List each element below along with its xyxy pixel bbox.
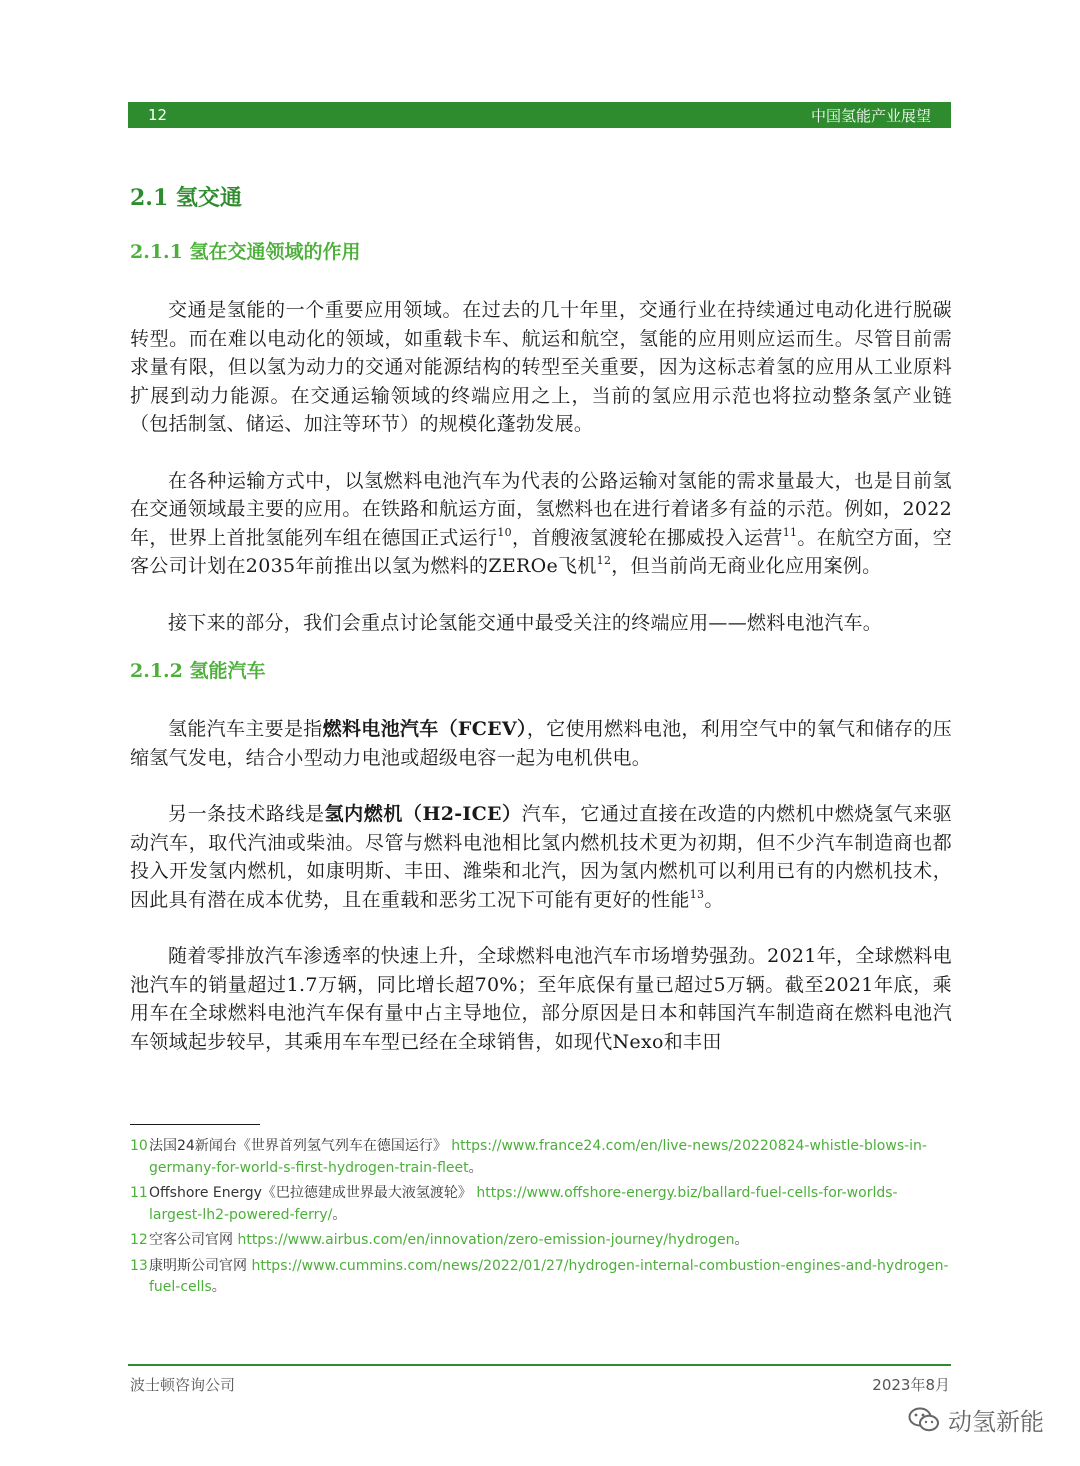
footer-date: 2023年8月 — [872, 1376, 950, 1394]
footnote-number: 10 — [130, 1138, 148, 1154]
footnote-number: 11 — [130, 1185, 148, 1201]
watermark-text: 动氢新能 — [948, 1408, 1044, 1436]
paragraph-next-section: 接下来的部分，我们会重点讨论氢能交通中最受关注的终端应用——燃料电池汽车。 — [168, 611, 883, 634]
footnote-number: 12 — [130, 1232, 148, 1248]
page-number: 12 — [148, 106, 168, 124]
wechat-icon — [908, 1407, 940, 1433]
report-title: 中国氢能产业展望 — [810, 106, 931, 125]
footnote-link[interactable]: https://www.france24.com/en/live-news/20220824-whistle-blows-in-germany-for-world-s-first-hydrogen-train-fleet — [149, 1138, 927, 1176]
footnote-10: 10 法国24新闻台《世界首列氢气列车在德国运行》 https://www.france24.com/en/live-news/20220824-whistle-blows-in-germany-for-world-s-first-hydrogen-train-fleet。 — [130, 1136, 950, 1179]
footnote-11: 11 Offshore Energy《巴拉德建成世界最大液氢渡轮》 https://www.offshore-energy.biz/ballard-fuel-cells-for-worlds-largest-lh2-powered-ferry/。 — [130, 1183, 950, 1226]
paragraph-h2-ice: 另一条技术路线是氢内燃机（H2-ICE）汽车，它通过直接在改造的内燃机中燃烧氢气来驱动汽车，取代汽油或柴油。尽管与燃料电池相比氢内燃机技术更为初期，但不少汽车制造商也都投入开发氢内燃机，如康明斯、丰田、潍柴和北汽，因为氢内燃机可以利用已有的内燃机技术，因此具有潜在成本优势，且在重载和恶劣工况下可能有更好的性能$^{13}$。 — [130, 803, 952, 911]
watermark — [908, 1402, 1044, 1437]
footnote-ref-12[interactable]: 12 — [596, 554, 612, 567]
footer-divider — [128, 1364, 951, 1366]
paragraph-transport-modes: 在各种运输方式中，以氢燃料电池汽车为代表的公路运输对氢能的需求量最大，也是目前氢在交通领域最主要的应用。在铁路和航运方面，氢燃料也在进行着诸多有益的示范。例如，2022年，世界上首批氢能列车组在德国正式运行$^{10}$，首艘液氢渡轮在挪威投入运营$^{11}$。在航空方面，空客公司计划在2035年前推出以氢为燃料的ZEROe飞机$^{12}$，但当前尚无商业化应用案例。 — [130, 469, 953, 577]
footnote-ref-13[interactable]: 13 — [689, 887, 705, 901]
footnote-number: 13 — [130, 1257, 148, 1274]
subsection-title-vehicles: 2.1.2 氢能汽车 — [130, 660, 266, 682]
term-fcev: 燃料电池汽车（FCEV） — [322, 718, 527, 740]
paragraph-transport-role: 交通是氢能的一个重要应用领域。在过去的几十年里，交通行业在持续通过电动化进行脱碳转型。而在难以电动化的领域，如重载卡车、航运和航空，氢能的应用则应运而生。尽管目前需求量有限，但以氢为动力的交通对能源结构的转型至关重要，因为这标志着氢的应用从工业原料扩展到动力能源。在交通运输领域的终端应用之上，当前的氢应用示范也将拉动整条氢产业链（包括制氢、储运、加注等环节）的规模化蓬勃发展。 — [130, 299, 952, 435]
paragraph-fcev: 氢能汽车主要是指燃料电池汽车（FCEV），它使用燃料电池，利用空气中的氧气和储存的压缩氢气发电，结合小型动力电池或超级电容一起为电机供电。 — [130, 718, 952, 769]
footnote-link[interactable]: https://www.airbus.com/en/innovation/zero-emission-journey/hydrogen — [237, 1232, 735, 1248]
footnote-link[interactable]: https://www.cummins.com/news/2022/01/27/hydrogen-internal-combustion-engines-and-hydrogen-fuel-cells — [149, 1257, 949, 1295]
main-content — [130, 178, 952, 1056]
footnote-ref-10[interactable]: 10 — [497, 525, 512, 539]
footnote-link[interactable]: https://www.offshore-energy.biz/ballard-fuel-cells-for-worlds-largest-lh2-powered-ferry/ — [149, 1185, 898, 1223]
page-header-bar — [128, 102, 951, 128]
term-h2-ice: 氢内燃机（H2-ICE） — [324, 803, 522, 825]
subsection-title-role: 2.1.1 氢在交通领域的作用 — [130, 241, 361, 263]
footnote-13: 13 康明斯公司官网 https://www.cummins.com/news/2022/01/27/hydrogen-internal-combustion-engines-and-hydrogen-fuel-cells。 — [130, 1256, 950, 1299]
footnote-12: 12 空客公司官网 https://www.airbus.com/en/innovation/zero-emission-journey/hydrogen。 — [130, 1230, 950, 1252]
paragraph-market-growth: 随着零排放汽车渗透率的快速上升，全球燃料电池汽车市场增势强劲。2021年，全球燃料电池汽车的销量超过1.7万辆，同比增长超70%；至年底保有量已超过5万辆。截至2021年底，乘用车在全球燃料电池汽车保有量中占主导地位，部分原因是日本和韩国汽车制造商在燃料电池汽车领域起步较早，其乘用车车型已经在全球销售，如现代Nexo和丰田 — [130, 945, 952, 1053]
section-title: 2.1 氢交通 — [130, 185, 242, 211]
footnote-divider — [130, 1124, 260, 1125]
footnotes — [130, 1136, 950, 1303]
footer-company: 波士顿咨询公司 — [130, 1376, 236, 1394]
footnote-ref-11[interactable]: 11 — [782, 525, 798, 539]
